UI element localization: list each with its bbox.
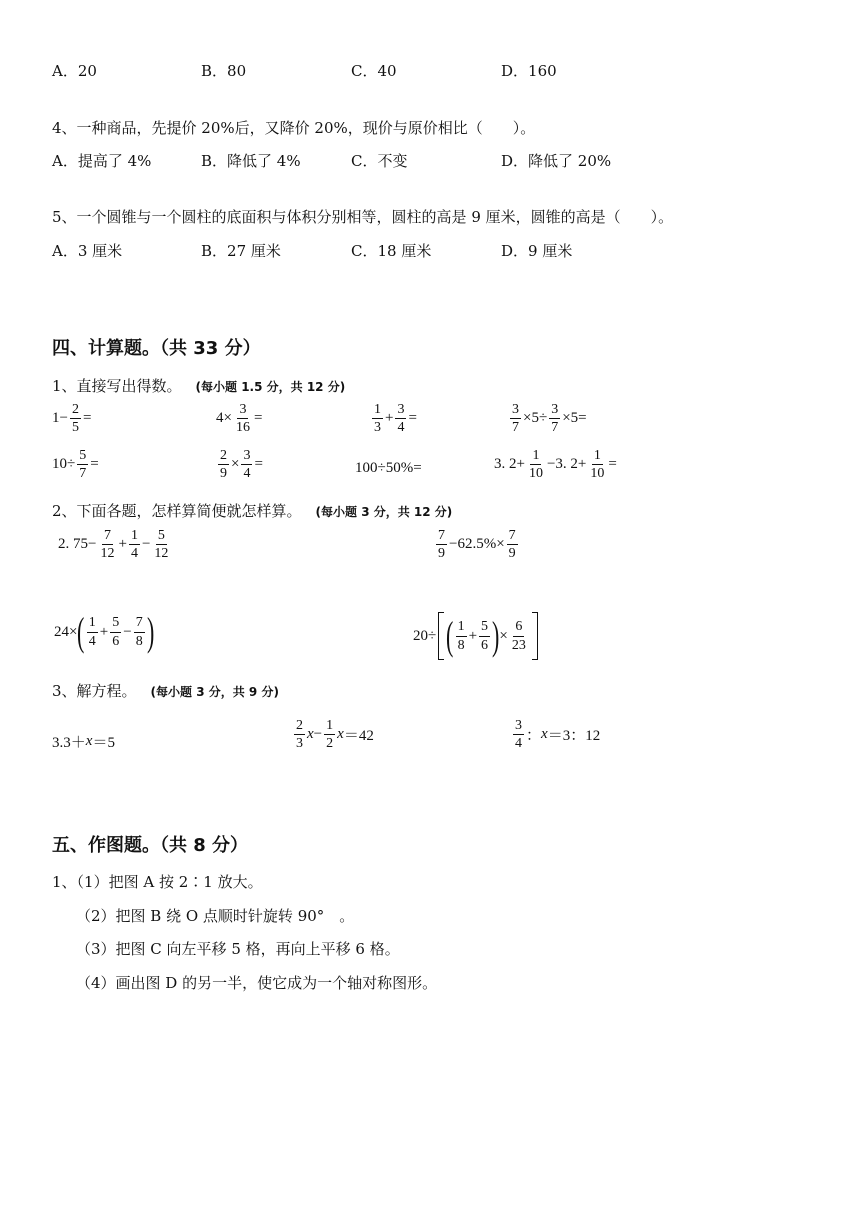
direct-expr-7: 100÷50%= bbox=[355, 460, 422, 476]
part3-label: 3、解方程。 bbox=[52, 682, 137, 700]
equation-1: 3.3＋ x ＝5 bbox=[52, 733, 115, 751]
drawing-task-4: （4）画出图 D 的另一半，使它成为一个轴对称图形。 bbox=[76, 974, 438, 992]
section4-part1-heading bbox=[52, 375, 345, 396]
fraction: $\frac{3}{4}$ bbox=[515, 718, 522, 752]
fraction: $\frac{1}{2}$ bbox=[326, 718, 334, 752]
simplify-expr-4: 20÷ ( $\frac{1}{8}$ + $\frac{5}{6}$ ) × $\frac{6}{23}$ bbox=[413, 612, 540, 660]
fraction: $\frac{1}{10}$ bbox=[590, 448, 605, 482]
fraction: $\frac{7}{9}$ bbox=[438, 528, 445, 562]
fraction: $\frac{3}{4}$ bbox=[397, 402, 405, 436]
fraction: $\frac{6}{23}$ bbox=[511, 619, 526, 653]
q5-option-b: B．27 厘米 bbox=[201, 242, 281, 260]
fraction: $\frac{2}{9}$ bbox=[220, 448, 227, 482]
fraction: $\frac{1}{4}$ bbox=[130, 528, 138, 562]
fraction: $\frac{3}{4}$ bbox=[243, 448, 251, 482]
equation-2: $\frac{2}{3}$ x − $\frac{1}{2}$ x ＝42 bbox=[296, 718, 374, 752]
direct-expr-1: 1− $\frac{2}{5}$ = bbox=[52, 402, 92, 436]
fraction: $\frac{7}{12}$ bbox=[100, 528, 115, 562]
direct-expr-3: $\frac{1}{3}$ + $\frac{3}{4}$ = bbox=[374, 402, 417, 436]
q3-option-a: A．20 bbox=[52, 62, 97, 80]
left-bracket bbox=[438, 612, 444, 660]
simplify-expr-2: $\frac{7}{9}$ −62.5%× $\frac{7}{9}$ bbox=[438, 528, 516, 562]
part2-label: 2、下面各题，怎样算简便就怎样算。 bbox=[52, 502, 302, 520]
direct-expr-5: 10÷ $\frac{5}{7}$ = bbox=[52, 448, 99, 482]
q5-option-c: C．18 厘米 bbox=[351, 242, 432, 260]
fraction: $\frac{3}{7}$ bbox=[512, 402, 519, 436]
q3-option-d: D．160 bbox=[501, 62, 557, 80]
section4-part2-heading bbox=[52, 500, 452, 521]
part2-note: (每小题 3 分，共 12 分) bbox=[315, 505, 453, 519]
fraction: $\frac{1}{8}$ bbox=[457, 619, 465, 653]
q4-option-b: B．降低了 4% bbox=[201, 152, 301, 170]
fraction: $\frac{1}{4}$ bbox=[88, 615, 96, 649]
section4-title: 四、计算题。（共 33 分） bbox=[52, 338, 261, 359]
q4-option-c: C．不变 bbox=[351, 152, 408, 170]
q4-option-a: A．提高了 4% bbox=[52, 152, 152, 170]
drawing-task-2: （2）把图 B 绕 O 点顺时针旋转 90° 。 bbox=[76, 907, 355, 925]
q4-option-d: D．降低了 20% bbox=[501, 152, 612, 170]
q4-text: 4、一种商品，先提价 20%后，又降价 20%，现价与原价相比（ ）。 bbox=[52, 119, 536, 137]
part1-label: 1、直接写出得数。 bbox=[52, 377, 182, 395]
part1-note: (每小题 1.5 分，共 12 分) bbox=[195, 380, 346, 394]
direct-expr-2: 4× $\frac{3}{16}$ = bbox=[216, 402, 263, 436]
direct-expr-6: $\frac{2}{9}$ × $\frac{3}{4}$ = bbox=[220, 448, 263, 482]
right-paren: ) bbox=[146, 609, 155, 654]
fraction: $\frac{5}{6}$ bbox=[481, 619, 489, 653]
fraction: $\frac{1}{10}$ bbox=[528, 448, 543, 482]
left-paren: ( bbox=[446, 613, 454, 658]
fraction: $\frac{3}{7}$ bbox=[551, 402, 559, 436]
q3-option-b: B．80 bbox=[201, 62, 247, 80]
q5-option-a: A．3 厘米 bbox=[52, 242, 123, 260]
simplify-expr-1: 2. 75− $\frac{7}{12}$ + $\frac{1}{4}$ − $\frac{5}{12}$ bbox=[58, 528, 169, 562]
fraction: $\frac{1}{3}$ bbox=[374, 402, 381, 436]
fraction: $\frac{3}{16}$ bbox=[235, 402, 250, 436]
fraction: $\frac{5}{7}$ bbox=[79, 448, 87, 482]
fraction: $\frac{5}{12}$ bbox=[154, 528, 169, 562]
simplify-expr-3: 24× ( $\frac{1}{4}$ + $\frac{5}{6}$ − $\frac{7}{8}$ ) bbox=[54, 609, 155, 654]
fraction: $\frac{5}{6}$ bbox=[112, 615, 120, 649]
direct-expr-8: 3. 2+ $\frac{1}{10}$ −3. 2+ $\frac{1}{10}$ = bbox=[494, 448, 617, 482]
drawing-task-1: 1、（1）把图 A 按 2∶1 放大。 bbox=[52, 873, 263, 891]
right-bracket bbox=[532, 612, 538, 660]
drawing-task-3: （3）把图 C 向左平移 5 格，再向上平移 6 格。 bbox=[76, 940, 400, 958]
right-paren: ) bbox=[492, 613, 500, 658]
left-paren: ( bbox=[77, 609, 85, 654]
section5-title: 五、作图题。（共 8 分） bbox=[52, 835, 249, 856]
q5-option-d: D．9 厘米 bbox=[501, 242, 573, 260]
fraction: $\frac{2}{5}$ bbox=[71, 402, 79, 436]
direct-expr-4: $\frac{3}{7}$ ×5÷ $\frac{3}{7}$ ×5= bbox=[512, 402, 587, 436]
equation-3: $\frac{3}{4}$ ： x ＝3：12 bbox=[515, 718, 601, 752]
section4-part3-heading bbox=[52, 680, 279, 701]
q3-option-c: C．40 bbox=[351, 62, 397, 80]
q5-text: 5、一个圆锥与一个圆柱的底面积与体积分别相等，圆柱的高是 9 厘米，圆锥的高是（ ）。 bbox=[52, 208, 674, 226]
fraction: $\frac{2}{3}$ bbox=[296, 718, 303, 752]
fraction: $\frac{7}{8}$ bbox=[135, 615, 143, 649]
fraction: $\frac{7}{9}$ bbox=[508, 528, 516, 562]
part3-note: (每小题 3 分，共 9 分) bbox=[150, 685, 279, 699]
